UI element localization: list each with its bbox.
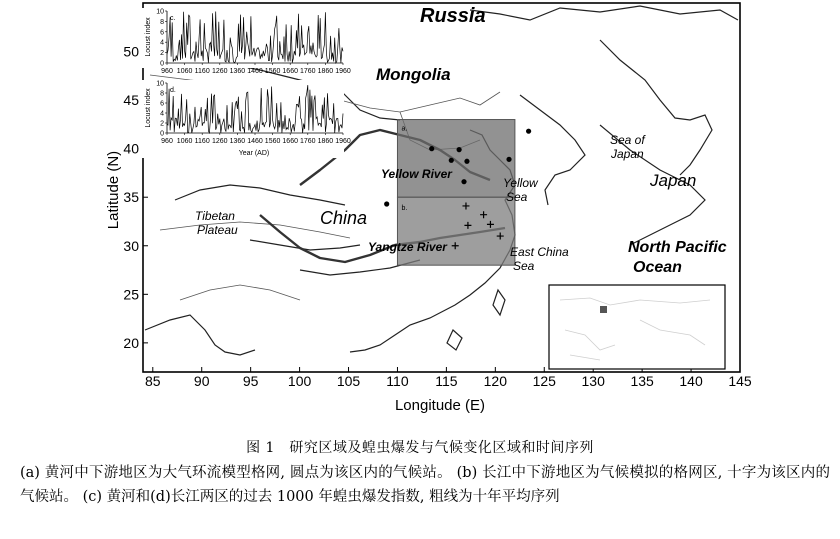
inset-x-tick-label: 960 bbox=[161, 68, 173, 75]
inset-x-tick-label: 1360 bbox=[229, 138, 246, 145]
station-dot bbox=[449, 158, 454, 163]
station-dot bbox=[526, 129, 531, 134]
label-east-china-sea-1: East China bbox=[510, 245, 569, 259]
figure-caption-title: 图 1 研究区域及蝗虫爆发与气候变化区域和时间序列 bbox=[246, 440, 594, 456]
inset-x-tick-label: 1960 bbox=[335, 68, 351, 75]
x-tick-label: 120 bbox=[483, 373, 508, 389]
inset-y-tick-label: 8 bbox=[160, 18, 164, 26]
x-tick-label: 90 bbox=[193, 373, 210, 389]
inset-y-tick-label: 4 bbox=[160, 110, 164, 118]
inset-x-tick-label: 1760 bbox=[300, 138, 316, 145]
label-ocean: Ocean bbox=[633, 259, 682, 276]
label-yangtze-river: Yangtze River bbox=[368, 240, 447, 254]
label-china: China bbox=[320, 208, 368, 228]
x-tick-label: 140 bbox=[679, 373, 703, 389]
region-a-label: a. bbox=[401, 125, 408, 133]
inset-d-label: d. bbox=[170, 87, 176, 94]
label-yellow-sea-2: Sea bbox=[506, 190, 528, 204]
inset-x-tick-label: 1060 bbox=[176, 138, 193, 145]
label-mongolia: Mongolia bbox=[376, 65, 451, 84]
inset-c-label: c. bbox=[170, 15, 176, 22]
y-tick-label: 25 bbox=[123, 286, 139, 303]
x-tick-label: 130 bbox=[581, 373, 605, 389]
station-dot bbox=[506, 157, 511, 162]
x-tick-label: 105 bbox=[336, 373, 361, 389]
x-axis-label: Longitude (E) bbox=[394, 397, 486, 414]
station-dot bbox=[464, 159, 469, 164]
inset-y-tick-label: 10 bbox=[156, 8, 164, 16]
inset-x-tick-label: 1560 bbox=[264, 68, 281, 75]
inset-y-tick-label: 2 bbox=[160, 50, 164, 58]
label-tibetan: Tibetan bbox=[195, 209, 235, 223]
inset-d-y-axis-label: Locust index bbox=[145, 88, 152, 128]
label-japan: Japan bbox=[650, 171, 697, 190]
inset-x-tick-label: 1260 bbox=[212, 68, 228, 75]
y-axis-label: Latitude (N) bbox=[105, 150, 122, 230]
x-tick-label: 115 bbox=[435, 373, 458, 389]
label-sea-of-japan-1: Sea of bbox=[610, 133, 645, 147]
y-tick-label: 50 bbox=[123, 43, 139, 60]
figure-caption-body: (a) 黄河中下游地区为大气环流模型格网, 圆点为该区内的气候站。 (b) 长江中下游地区为气候模拟的格网区, 十字为该区内的气候站。 (c) 黄河和(d)长江两区的过去 1000 年蝗虫爆发指数, 粗线为十年平均序列 bbox=[20, 465, 830, 505]
x-tick-label: 135 bbox=[630, 373, 654, 389]
inset-y-tick-label: 10 bbox=[156, 80, 164, 88]
label-east-china-sea-2: Sea bbox=[513, 259, 535, 273]
label-russia: Russia bbox=[420, 5, 486, 27]
inset-x-tick-label: 960 bbox=[161, 138, 173, 145]
inset-c-panel bbox=[140, 8, 351, 75]
inset-y-tick-label: 6 bbox=[160, 100, 164, 108]
label-plateau: Plateau bbox=[197, 223, 238, 237]
inset-x-tick-label: 1360 bbox=[229, 68, 246, 75]
inset-x-tick-label: 1660 bbox=[282, 68, 298, 75]
y-tick-label: 20 bbox=[123, 334, 139, 351]
world-locator-inset bbox=[549, 285, 725, 369]
inset-y-tick-label: 6 bbox=[160, 29, 164, 37]
y-tick-label: 35 bbox=[123, 189, 139, 206]
y-tick-label: 45 bbox=[123, 92, 139, 109]
inset-x-tick-label: 1660 bbox=[282, 138, 298, 145]
inset-d-x-axis-label: Year (AD) bbox=[238, 150, 270, 157]
inset-x-tick-label: 1160 bbox=[194, 138, 210, 145]
inset-y-tick-label: 2 bbox=[160, 120, 164, 128]
inset-x-tick-label: 1760 bbox=[300, 68, 316, 75]
inset-x-tick-label: 1960 bbox=[335, 138, 351, 145]
inset-x-tick-label: 1860 bbox=[317, 138, 334, 145]
label-sea-of-japan-2: Japan bbox=[611, 147, 644, 161]
inset-y-tick-label: 0 bbox=[160, 60, 164, 68]
inset-x-tick-label: 1060 bbox=[176, 68, 193, 75]
y-tick-label: 30 bbox=[123, 237, 139, 254]
inset-x-tick-label: 1460 bbox=[247, 68, 263, 75]
x-tick-label: 110 bbox=[386, 373, 409, 389]
inset-y-tick-label: 0 bbox=[160, 130, 164, 138]
y-tick-label: 40 bbox=[123, 140, 139, 157]
inset-x-tick-label: 1260 bbox=[212, 138, 228, 145]
region-b-grid bbox=[397, 197, 514, 265]
x-tick-label: 95 bbox=[242, 373, 259, 389]
locator-marker bbox=[600, 306, 607, 313]
inset-x-tick-label: 1460 bbox=[247, 138, 263, 145]
x-tick-label: 145 bbox=[728, 373, 752, 389]
station-dot bbox=[457, 147, 462, 152]
inset-d-panel bbox=[140, 80, 351, 158]
inset-x-tick-label: 1560 bbox=[264, 138, 281, 145]
x-tick-label: 85 bbox=[144, 373, 161, 389]
label-yellow-river: Yellow River bbox=[381, 167, 452, 181]
station-dot bbox=[384, 201, 389, 206]
station-dot bbox=[461, 179, 466, 184]
label-north-pacific: North Pacific bbox=[628, 239, 727, 256]
inset-y-tick-label: 4 bbox=[160, 39, 164, 47]
x-tick-label: 125 bbox=[532, 373, 556, 389]
x-tick-label: 100 bbox=[287, 373, 312, 389]
region-a-grid bbox=[397, 120, 514, 198]
region-b-label: b. bbox=[401, 205, 408, 213]
inset-c-y-axis-label: Locust index bbox=[145, 17, 152, 57]
inset-x-tick-label: 1160 bbox=[194, 68, 210, 75]
inset-x-tick-label: 1860 bbox=[317, 68, 334, 75]
station-dot bbox=[429, 146, 434, 151]
label-yellow-sea-1: Yellow bbox=[503, 176, 538, 190]
inset-y-tick-label: 8 bbox=[160, 90, 164, 98]
